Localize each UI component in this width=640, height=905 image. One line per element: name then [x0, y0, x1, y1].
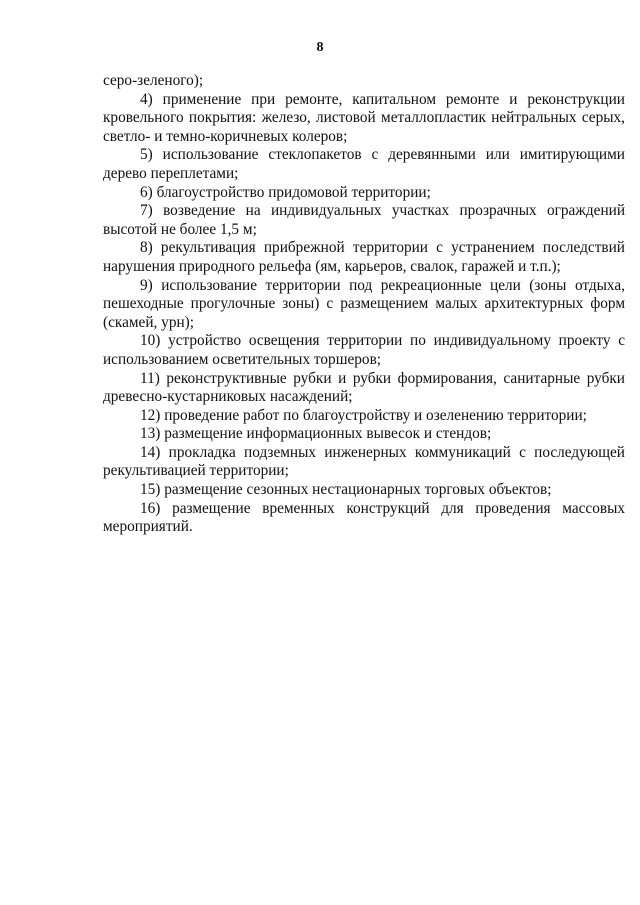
- list-item-16: 16) размещение временных конструкций для проведения массовых мероприятий.: [103, 499, 625, 536]
- list-item-13: 13) размещение информационных вывесок и стендов;: [140, 425, 492, 443]
- list-item-5: 5) использование стеклопакетов с деревянными или имитирующими дерево переплетами;: [103, 146, 625, 182]
- list-item-11: 11) реконструктивные рубки и рубки формирования, санитарные рубки древесно-кустарниковых насаждений;: [103, 369, 625, 406]
- list-item-14: 14) прокладка подземных инженерных коммуникаций с последующей рекультивацией территории;: [103, 443, 625, 480]
- list-item-12: 12) проведение работ по благоустройству и озеленению территории;: [140, 406, 587, 424]
- list-item-4: 4) применение при ремонте, капитальном ремонте и реконструкции кровельного покрытия: железо, листовой металлопластик нейтральных серых, светло- и темно-коричневых колеров;: [103, 90, 625, 145]
- paragraph-continuation: серо-зеленого);: [103, 72, 204, 89]
- list-item-6: 6) благоустройство придомовой территории;: [140, 183, 431, 201]
- document-body: [103, 72, 625, 537]
- page-number: 8: [316, 40, 324, 55]
- list-item-10: 10) устройство освещения территории по индивидуальному проекту с использованием осветительных торшеров;: [103, 332, 625, 368]
- list-item-9: 9) использование территории под рекреационные цели (зоны отдыха, пешеходные прогулочные зоны) с размещением малых архитектурных форм (скамей, урн);: [103, 276, 625, 331]
- list-item-8: 8) рекультивация прибрежной территории с устранением последствий нарушения природного рельефа (ям, карьеров, свалок, гаражей и т.п.);: [103, 239, 625, 275]
- list-item-15: 15) размещение сезонных нестационарных торговых объектов;: [140, 481, 552, 499]
- list-item-7: 7) возведение на индивидуальных участках прозрачных ограждений высотой не более 1,5 м;: [103, 202, 625, 238]
